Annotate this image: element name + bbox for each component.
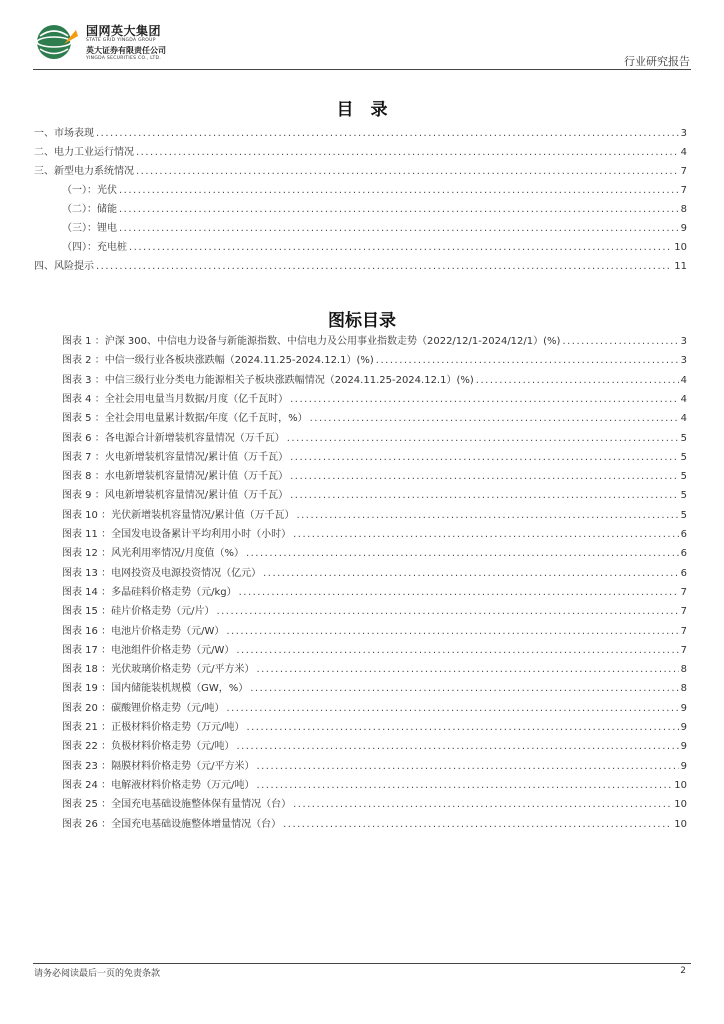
toc-entry-label: 一、市场表现 — [34, 128, 94, 139]
figure-entry-label: 图表 5 ：全社会用电量累计数据/年度（亿千瓦时，%） — [62, 413, 308, 425]
dot-leader — [129, 241, 672, 255]
figure-entry-page: 4 — [680, 374, 687, 386]
figure-entry[interactable] — [62, 740, 687, 754]
figure-entry-label: 图表 15 ：硅片价格走势（元/片） — [62, 606, 215, 618]
figure-entry-page: 3 — [680, 336, 687, 347]
figure-entry-page: 10 — [674, 818, 687, 830]
toc-entry-label: 三、新型电力系统情况 — [34, 166, 134, 177]
footer-disclaimer: 请务必阅读最后一页的免责条款 — [34, 969, 161, 979]
figure-entry-page: 8 — [680, 683, 687, 695]
figure-entry[interactable] — [62, 451, 687, 465]
figure-entry-page: 6 — [680, 567, 687, 579]
figure-entry-label: 图表 9 ：风电新增装机容量情况/累计值（万千瓦） — [62, 490, 289, 502]
figure-entry[interactable] — [62, 779, 687, 793]
dot-leader — [562, 335, 678, 349]
figure-entry-label: 图表 12 ：风光利用率情况/月度值（%） — [62, 548, 244, 560]
dot-leader — [246, 721, 678, 735]
figure-entry-page: 5 — [680, 509, 687, 521]
dot-leader — [283, 818, 672, 832]
dot-leader — [293, 798, 672, 812]
dot-leader — [216, 605, 678, 619]
dot-leader — [293, 528, 679, 542]
figure-entry-label: 图表 14 ：多晶硅料价格走势（元/kg） — [62, 586, 237, 598]
figure-entry[interactable] — [62, 625, 687, 639]
toc-entry-page: 3 — [680, 128, 687, 139]
figure-entry[interactable] — [62, 335, 687, 349]
dot-leader — [256, 779, 672, 793]
toc-entry-page: 8 — [680, 204, 687, 215]
logo-emblem-icon — [34, 22, 80, 62]
toc-entry-label: （三）：锂电 — [62, 223, 117, 234]
figure-entry-label: 图表 7 ：火电新增装机容量情况/累计值（万千瓦） — [62, 451, 289, 463]
figure-entry-page: 3 — [680, 355, 687, 367]
figure-entry[interactable] — [62, 586, 687, 600]
figure-entry-label: 图表 17 ：电池组件价格走势（元/W） — [62, 644, 235, 656]
dot-leader — [236, 644, 678, 658]
toc-subentry[interactable] — [62, 222, 687, 236]
dot-leader — [290, 451, 679, 465]
figure-entry[interactable] — [62, 432, 687, 446]
dot-leader — [263, 567, 679, 581]
figure-entry-label: 图表 4 ：全社会用电量当月数据/月度（亿千瓦时） — [62, 393, 289, 405]
figure-entry-label: 图表 6 ：各电源合计新增装机容量情况（万千瓦） — [62, 432, 285, 444]
figure-entry[interactable] — [62, 412, 687, 426]
toc-subentry[interactable] — [62, 241, 687, 255]
logo-company-name-en: YINGDA SECURITIES CO., LTD. — [86, 56, 162, 61]
toc-subentry[interactable] — [62, 184, 687, 198]
dot-leader — [310, 412, 679, 426]
toc-entry-label: 二、电力工业运行情况 — [34, 147, 134, 158]
figure-entry-page: 10 — [674, 779, 687, 791]
figure-entry-page: 5 — [680, 432, 687, 444]
toc-entry-page: 7 — [680, 185, 687, 196]
figure-entry[interactable] — [62, 798, 687, 812]
figure-entry[interactable] — [62, 702, 687, 716]
figure-entry-page: 7 — [680, 586, 687, 598]
dot-leader — [119, 222, 679, 236]
figure-entry-page: 9 — [680, 722, 687, 733]
figure-entry[interactable] — [62, 760, 687, 774]
figure-entry[interactable] — [62, 682, 687, 696]
toc-entry[interactable] — [34, 165, 687, 179]
figure-entry-label: 图表 16 ：电池片价格走势（元/W） — [62, 625, 225, 637]
figure-entry-label: 图表 1 ：沪深 300、中信电力设备与新能源指数、中信电力及公用事业指数走势（2022/12/1-2024/12/1）(%) — [62, 336, 561, 347]
figure-entry-page: 7 — [680, 625, 687, 637]
figure-entry[interactable] — [62, 644, 687, 658]
toc-entry-page: 4 — [680, 147, 687, 158]
dot-leader — [119, 184, 679, 198]
dot-leader — [250, 682, 678, 696]
figure-entry[interactable] — [62, 374, 687, 388]
figure-entry-label: 图表 2 ：中信一级行业各板块涨跌幅（2024.11.25-2024.12.1）(%) — [62, 355, 374, 367]
dot-leader — [256, 663, 678, 677]
figure-entry-page: 7 — [680, 644, 687, 656]
toc-entry-label: （二）：储能 — [62, 204, 117, 215]
dot-leader — [226, 702, 678, 716]
figure-entry-label: 图表 22 ：负极材料价格走势（元/吨） — [62, 741, 235, 753]
dot-leader — [290, 470, 679, 484]
figure-entry[interactable] — [62, 528, 687, 542]
figure-entry[interactable] — [62, 509, 687, 523]
figure-entry-label: 图表 18 ：光伏玻璃价格走势（元/平方米） — [62, 664, 255, 676]
dot-leader — [119, 203, 679, 217]
figure-entry-page: 10 — [674, 799, 687, 811]
figure-entry-label: 图表 8 ：水电新增装机容量情况/累计值（万千瓦） — [62, 471, 289, 483]
figure-entry[interactable] — [62, 663, 687, 677]
figure-entry[interactable] — [62, 470, 687, 484]
figure-entry-page: 4 — [680, 413, 687, 425]
logo-company-name: 英大证券有限责任公司 — [86, 46, 166, 55]
figure-entry[interactable] — [62, 605, 687, 619]
toc-entry-page: 11 — [674, 261, 687, 272]
dot-leader — [136, 165, 679, 179]
figure-entry-page: 7 — [680, 606, 687, 618]
dot-leader — [239, 586, 679, 600]
dot-leader — [136, 146, 679, 160]
figure-entry-label: 图表 25 ：全国充电基础设施整体保有量情况（台） — [62, 799, 292, 811]
dot-leader — [287, 432, 679, 446]
logo-group-name: 国网英大集团 — [86, 24, 162, 38]
figure-entry[interactable] — [62, 721, 687, 735]
dot-leader — [96, 260, 672, 274]
toc-entry-page: 7 — [680, 166, 687, 177]
figure-entry-page: 5 — [680, 471, 687, 483]
dot-leader — [96, 127, 679, 141]
toc-entry-page: 9 — [680, 223, 687, 234]
figure-entry-label: 图表 13 ：电网投资及电源投资情况（亿元） — [62, 567, 262, 579]
logo-group-name-en: STATE GRID YINGDA GROUP — [86, 38, 156, 43]
dot-leader — [476, 374, 679, 388]
toc-subentry[interactable] — [62, 203, 687, 217]
toc-entry-page: 10 — [674, 242, 687, 253]
figure-entry-label: 图表 11 ：全国发电设备累计平均利用小时（小时） — [62, 529, 292, 540]
figure-entry-page: 6 — [680, 529, 687, 540]
figure-entry[interactable] — [62, 547, 687, 561]
dot-leader — [290, 489, 679, 503]
toc-entry-label: （四）：充电桩 — [62, 242, 127, 253]
dot-leader — [256, 760, 678, 774]
dot-leader — [290, 393, 679, 407]
figure-entry-label: 图表 21 ：正极材料价格走势（万元/吨） — [62, 722, 245, 733]
figure-entry-page: 6 — [680, 548, 687, 560]
figure-entry[interactable] — [62, 818, 687, 832]
figure-entry-label: 图表 20 ：碳酸锂价格走势（元/吨） — [62, 702, 225, 714]
toc-entry-label: （一）：光伏 — [62, 185, 117, 196]
toc-entry[interactable] — [34, 127, 687, 141]
footer-divider — [33, 963, 691, 964]
figure-entry-label: 图表 10 ：光伏新增装机容量情况/累计值（万千瓦） — [62, 509, 295, 521]
figure-entry-page: 5 — [680, 490, 687, 502]
figure-entry-page: 8 — [680, 664, 687, 676]
figure-entry[interactable] — [62, 393, 687, 407]
toc-entry[interactable] — [34, 146, 687, 160]
figure-list-title: 图标目录 — [328, 311, 396, 331]
footer-page-number: 2 — [680, 966, 686, 976]
dot-leader — [246, 547, 679, 561]
figure-entry-label: 图表 23 ：隔膜材料价格走势（元/平方米） — [62, 760, 255, 772]
figure-entry[interactable] — [62, 354, 687, 368]
figure-entry-label: 图表 19 ：国内储能装机规模（GW，%） — [62, 683, 249, 695]
figure-entry-page: 4 — [680, 393, 687, 405]
header-divider — [33, 69, 691, 70]
figure-entry[interactable] — [62, 567, 687, 581]
figure-entry-label: 图表 26 ：全国充电基础设施整体增量情况（台） — [62, 818, 282, 830]
figure-entry-page: 9 — [680, 760, 687, 772]
figure-entry-page: 5 — [680, 451, 687, 463]
dot-leader — [376, 354, 679, 368]
company-logo — [34, 22, 204, 66]
figure-entry-page: 9 — [680, 741, 687, 753]
figure-entry[interactable] — [62, 489, 687, 503]
dot-leader — [236, 740, 678, 754]
dot-leader — [226, 625, 678, 639]
figure-entry-label: 图表 24 ：电解液材料价格走势（万元/吨） — [62, 779, 255, 791]
toc-title: 目 录 — [336, 100, 388, 120]
report-type: 行业研究报告 — [624, 55, 690, 68]
toc-entry-label: 四、风险提示 — [34, 261, 94, 272]
dot-leader — [296, 509, 678, 523]
toc-entry[interactable] — [34, 260, 687, 274]
figure-entry-label: 图表 3 ：中信三级行业分类电力能源相关子板块涨跌幅情况（2024.11.25-2024.12.1）(%) — [62, 374, 474, 386]
figure-entry-page: 9 — [680, 702, 687, 714]
